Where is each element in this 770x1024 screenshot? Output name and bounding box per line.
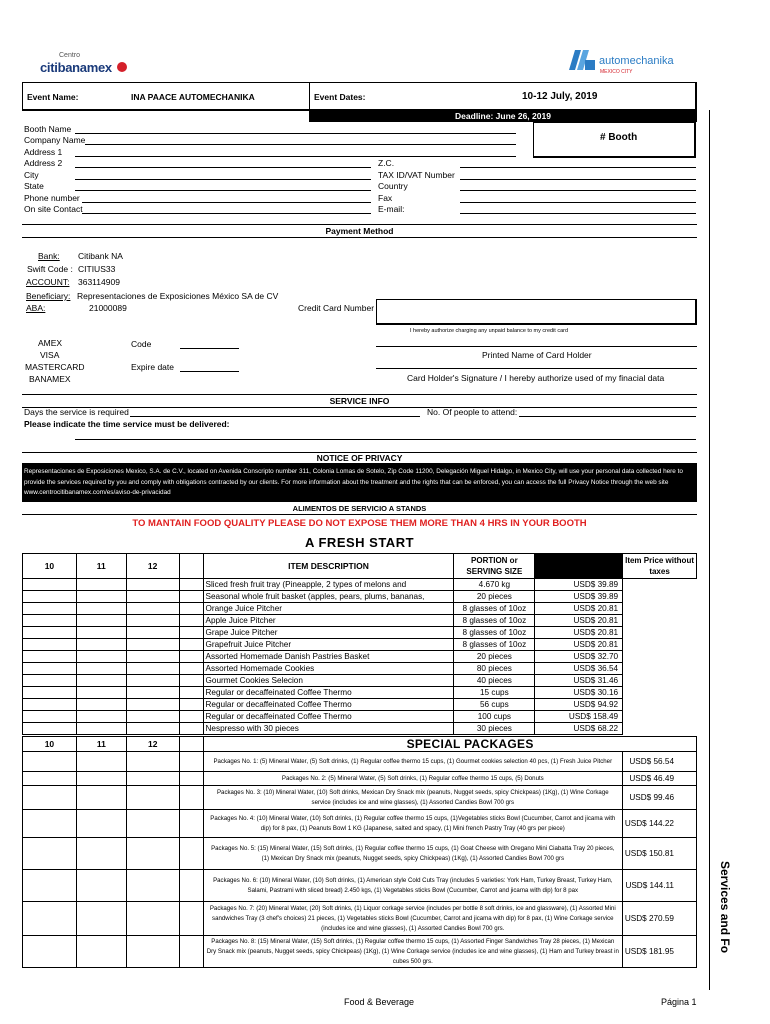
pkg-day-11-qty-cell[interactable]: [76, 870, 126, 902]
day-12-qty-cell[interactable]: [126, 579, 179, 591]
item-description: Seasonal whole fruit basket (apples, pears, plums, bananas,: [203, 591, 454, 603]
day-12-qty-cell[interactable]: [126, 699, 179, 711]
footer-page: Página 1: [661, 997, 697, 1007]
privacy-header: NOTICE OF PRIVACY: [22, 452, 697, 464]
automechanika-a-icon: [569, 50, 595, 70]
day-12-qty-cell[interactable]: [126, 591, 179, 603]
day-10-qty-cell[interactable]: [23, 591, 77, 603]
food-quality-warning: TO MANTAIN FOOD QUALITY PLEASE DO NOT EXPOSE THEM MORE THAN 4 HRS IN YOUR BOOTH: [132, 518, 587, 529]
menu-item-row: [23, 579, 697, 591]
bank-value: Citibank NA: [78, 251, 123, 261]
day-11-qty-cell[interactable]: [76, 639, 126, 651]
pkg-day-10-qty-cell[interactable]: [23, 810, 77, 838]
spacer-cell: [179, 591, 203, 603]
day-12-header: 12: [126, 554, 179, 579]
day-12-qty-cell[interactable]: [126, 615, 179, 627]
people-field[interactable]: [519, 416, 696, 417]
spacer-header: [179, 554, 203, 579]
menu-item-row: [23, 675, 697, 687]
item-description: Regular or decaffeinated Coffee Thermo: [203, 687, 454, 699]
package-row: [23, 786, 697, 810]
pkg-spacer-cell: [179, 936, 203, 968]
automechanika-logo-subtext: MEXICO CITY: [600, 69, 633, 75]
beneficiary-label: Beneficiary:: [26, 291, 71, 301]
item-portion: 56 cups: [454, 699, 535, 711]
pkg-spacer-cell: [179, 786, 203, 810]
swift-value: CITIUS33: [78, 264, 116, 274]
citibanamex-logo: [40, 52, 130, 78]
booth-name-field[interactable]: [75, 133, 516, 134]
pkg-day-10-qty-cell[interactable]: [23, 936, 77, 968]
spacer-cell: [179, 603, 203, 615]
item-price: USD$ 94.92: [535, 699, 623, 711]
item-portion: 80 pieces: [454, 663, 535, 675]
fresh-start-title: A FRESH START: [304, 535, 415, 550]
menu-item-row: [23, 627, 697, 639]
package-row: [23, 810, 697, 838]
printed-name-label: Printed Name of Card Holder: [482, 350, 592, 360]
item-description: Grape Juice Pitcher: [203, 627, 454, 639]
pkg-day-12-qty-cell[interactable]: [126, 870, 179, 902]
days-required-field[interactable]: [130, 416, 420, 417]
item-price: USD$ 31.46: [535, 675, 623, 687]
package-description: Packages No. 7: (20) Mineral Water, (20) Soft drinks, (1) Liquor corkage service (includes per bottle 8 soft drinks, ice and glassware), (1) Assorted Mini sandwiches Tray (3 chef's choices) 21 pieces, (1) Vegetables sticks Bowl (Cucumber, Carrot and jicama with dip) for 8 pax, (1) Wine Corkage service (includes ice and wine glasses), (1) Assorted Candies Bowl 700 grs.: [203, 902, 622, 936]
address2-label: Address 2: [24, 158, 63, 168]
spacer-cell: [179, 651, 203, 663]
item-price: USD$ 39.89: [535, 591, 623, 603]
item-price: USD$ 36.54: [535, 663, 623, 675]
item-portion: 15 cups: [454, 687, 535, 699]
card-amex: AMEX: [38, 338, 63, 348]
pkg-day-10-qty-cell[interactable]: [23, 902, 77, 936]
side-border: [709, 110, 710, 990]
company-name-label: Company Name: [24, 135, 86, 145]
swift-label: Swift Code :: [27, 264, 73, 274]
email-label: E-mail:: [378, 204, 405, 214]
signature-label: Card Holder's Signature / I hereby authorize used of my finacial data: [407, 373, 665, 383]
package-price: USD$ 144.11: [623, 870, 697, 902]
menu-item-row: [23, 651, 697, 663]
pkg-spacer-cell: [179, 870, 203, 902]
package-row: [23, 870, 697, 902]
alimentos-header: ALIMENTOS DE SERVICIO A STANDS: [22, 504, 697, 515]
menu-item-row: [23, 687, 697, 699]
pkg-day-12-qty-cell[interactable]: [126, 902, 179, 936]
portion-header: PORTION or SERVING SIZE: [454, 554, 535, 579]
day-10-header: 10: [23, 554, 77, 579]
item-portion: 30 pieces: [454, 723, 535, 735]
day-11-qty-cell[interactable]: [76, 627, 126, 639]
pkg-day-12-qty-cell[interactable]: [126, 752, 179, 772]
item-description: Gourmet Cookies Selecion: [203, 675, 454, 687]
credit-card-field[interactable]: [376, 299, 697, 325]
item-price: USD$ 32.70: [535, 651, 623, 663]
day-11-qty-cell[interactable]: [76, 579, 126, 591]
package-description: Packages No. 1: (5) Mineral Water, (5) Soft drinks, (1) Regular coffee thermo 15 cups, (1) Gourmet cookies selection 40 pcs, (1) Fresh Juice Pitcher: [203, 752, 622, 772]
item-description: Regular or decaffeinated Coffee Thermo: [203, 711, 454, 723]
aba-label: ABA:: [26, 303, 46, 313]
day-11-qty-cell[interactable]: [76, 723, 126, 735]
package-description: Packages No. 5: (15) Mineral Water, (15) Soft drinks, (1) Regular coffee thermo 15 cups, (1) Goat Cheese with Oregano Mini Ciabatta Tray 20 pieces, (1) Mexican Dry Snack mix (peanuts, Nugget seeds, spicy Chickpeas) (1Kg), (1) Assorted Candies Bowl 700 grs: [203, 838, 622, 870]
day-10-qty-cell[interactable]: [23, 711, 77, 723]
pkg-day-12-qty-cell[interactable]: [126, 772, 179, 786]
day-12-qty-cell[interactable]: [126, 723, 179, 735]
address1-label: Address 1: [24, 147, 63, 157]
state-field[interactable]: [75, 190, 371, 191]
pkg-day-10-qty-cell[interactable]: [23, 786, 77, 810]
day-10-qty-cell[interactable]: [23, 627, 77, 639]
menu-item-row: [23, 639, 697, 651]
card-mastercard: MASTERCARD: [25, 362, 85, 372]
address1-field[interactable]: [75, 156, 516, 157]
country-label: Country: [378, 181, 408, 191]
package-price: USD$ 46.49: [623, 772, 697, 786]
pkg-day-12-qty-cell[interactable]: [126, 786, 179, 810]
day-12-qty-cell[interactable]: [126, 627, 179, 639]
special-packages-title: SPECIAL PACKAGES: [203, 737, 696, 752]
package-row: [23, 936, 697, 968]
citi-logo-flower-icon: [117, 62, 127, 72]
citi-logo-name: citibanamex: [40, 60, 112, 75]
package-price: USD$ 270.59: [623, 902, 697, 936]
city-label: City: [24, 170, 39, 180]
day-11-qty-cell[interactable]: [76, 687, 126, 699]
menu-item-row: [23, 615, 697, 627]
spacer-cell: [179, 639, 203, 651]
email-field[interactable]: [460, 213, 696, 214]
pkg-day-12-header: 12: [126, 737, 179, 752]
day-12-qty-cell[interactable]: [126, 675, 179, 687]
pkg-spacer-cell: [179, 810, 203, 838]
day-11-qty-cell[interactable]: [76, 651, 126, 663]
item-price: USD$ 20.81: [535, 627, 623, 639]
day-11-qty-cell[interactable]: [76, 615, 126, 627]
menu-item-row: [23, 699, 697, 711]
day-12-qty-cell[interactable]: [126, 711, 179, 723]
day-10-qty-cell[interactable]: [23, 663, 77, 675]
automechanika-logo-text: automechanika: [599, 55, 674, 67]
pkg-day-11-qty-cell[interactable]: [76, 936, 126, 968]
booth-number-label: # Booth: [600, 132, 638, 143]
menu-item-row: [23, 723, 697, 735]
item-description: Regular or decaffeinated Coffee Thermo: [203, 699, 454, 711]
black-column: [535, 554, 623, 579]
menu-item-row: [23, 591, 697, 603]
package-row: [23, 838, 697, 870]
pkg-day-12-qty-cell[interactable]: [126, 810, 179, 838]
beneficiary-value: Representaciones de Exposiciones México SA de CV: [77, 291, 279, 301]
day-11-qty-cell[interactable]: [76, 699, 126, 711]
day-12-qty-cell[interactable]: [126, 687, 179, 699]
item-price: USD$ 20.81: [535, 603, 623, 615]
authorize-text: I hereby authorize charging any unpaid balance to my credit card: [410, 328, 569, 334]
event-divider: [309, 82, 310, 111]
pkg-day-11-qty-cell[interactable]: [76, 902, 126, 936]
pkg-spacer-cell: [179, 838, 203, 870]
item-description-header: ITEM DESCRIPTION: [203, 554, 454, 579]
package-row: [23, 752, 697, 772]
day-12-qty-cell[interactable]: [126, 651, 179, 663]
day-12-qty-cell[interactable]: [126, 603, 179, 615]
day-11-qty-cell[interactable]: [76, 591, 126, 603]
package-description: Packages No. 2: (5) Mineral Water, (5) Soft drinks, (1) Regular coffee thermo 15 cups, (5) Donuts: [203, 772, 622, 786]
day-12-qty-cell[interactable]: [126, 639, 179, 651]
signature-field[interactable]: [376, 368, 697, 369]
phone-field[interactable]: [82, 202, 371, 203]
item-price: USD$ 158.49: [535, 711, 623, 723]
package-price: USD$ 150.81: [623, 838, 697, 870]
spacer-cell: [179, 615, 203, 627]
package-price: USD$ 56.54: [623, 752, 697, 772]
day-11-qty-cell[interactable]: [76, 675, 126, 687]
item-portion: 20 pieces: [454, 651, 535, 663]
item-description: Assorted Homemade Cookies: [203, 663, 454, 675]
citi-logo-small-text: Centro: [59, 52, 81, 59]
city-field[interactable]: [75, 179, 371, 180]
fax-field[interactable]: [460, 202, 696, 203]
item-description: Apple Juice Pitcher: [203, 615, 454, 627]
item-portion: 100 cups: [454, 711, 535, 723]
package-description: Packages No. 8: (15) Mineral Water, (15) Soft drinks, (1) Regular coffee thermo 15 cups, (1) Assorted Finger Sandwiches Tray 28 pieces, (1) Mexican Dry Snack mix (peanuts, Nugget seeds, spicy Chickpeas) (1Kg), (1) Wine Corkage service (includes ice and wine glasses), (1) Ham and Turkey breast in cubes 500 grs.: [203, 936, 622, 968]
pkg-day-11-qty-cell[interactable]: [76, 810, 126, 838]
pkg-day-10-header: 10: [23, 737, 77, 752]
pkg-day-12-qty-cell[interactable]: [126, 936, 179, 968]
day-10-qty-cell[interactable]: [23, 687, 77, 699]
package-description: Packages No. 4: (10) Mineral Water, (10) Soft drinks, (1) Regular coffee thermo 15 cups, (1)Vegetables sticks Bowl (Cucumber, Carrot and jicama with dip) for 8 pax, (1) Peanuts Bowl 1 KG (Japanese, salted and spacy, (1) Mini french Pastry Tray (40 grs per piece): [203, 810, 622, 838]
item-description: Nespresso with 30 pieces: [203, 723, 454, 735]
pkg-day-10-qty-cell[interactable]: [23, 752, 77, 772]
event-dates-label: Event Dates:: [314, 92, 366, 102]
pkg-day-10-qty-cell[interactable]: [23, 772, 77, 786]
spacer-cell: [179, 675, 203, 687]
day-10-qty-cell[interactable]: [23, 615, 77, 627]
delivery-time-field[interactable]: [75, 439, 696, 440]
package-price: USD$ 144.22: [623, 810, 697, 838]
service-info-header: SERVICE INFO: [22, 394, 697, 408]
aba-value: 21000089: [89, 303, 127, 313]
account-label: ACCOUNT:: [26, 277, 70, 287]
day-10-qty-cell[interactable]: [23, 699, 77, 711]
pkg-spacer-header: [179, 737, 203, 752]
event-name-label: Event Name:: [27, 92, 79, 102]
day-11-header: 11: [76, 554, 126, 579]
item-price: USD$ 20.81: [535, 639, 623, 651]
day-12-qty-cell[interactable]: [126, 663, 179, 675]
day-10-qty-cell[interactable]: [23, 639, 77, 651]
item-portion: 20 pieces: [454, 591, 535, 603]
package-row: [23, 902, 697, 936]
pkg-day-11-qty-cell[interactable]: [76, 786, 126, 810]
item-price: USD$ 68.22: [535, 723, 623, 735]
address2-field[interactable]: [75, 167, 371, 168]
menu-item-row: [23, 663, 697, 675]
spacer-cell: [179, 663, 203, 675]
expire-label: Expire date: [131, 362, 174, 372]
account-value: 363114909: [78, 277, 120, 287]
event-dates-value: 10-12 July, 2019: [522, 91, 598, 102]
pkg-day-11-header: 11: [76, 737, 126, 752]
spacer-cell: [179, 711, 203, 723]
credit-card-label: Credit Card Number: [298, 303, 375, 313]
package-price: USD$ 99.46: [623, 786, 697, 810]
item-portion: 8 glasses of 10oz: [454, 615, 535, 627]
pkg-day-11-qty-cell[interactable]: [76, 772, 126, 786]
event-name-value: INA PAACE AUTOMECHANIKA: [131, 92, 255, 102]
day-11-qty-cell[interactable]: [76, 603, 126, 615]
item-description: Orange Juice Pitcher: [203, 603, 454, 615]
day-10-qty-cell[interactable]: [23, 651, 77, 663]
item-description: Assorted Homemade Danish Pastries Basket: [203, 651, 454, 663]
people-label: No. Of people to attend:: [427, 407, 518, 417]
day-10-qty-cell[interactable]: [23, 603, 77, 615]
tax-field[interactable]: [460, 179, 696, 180]
day-11-qty-cell[interactable]: [76, 663, 126, 675]
code-field[interactable]: [180, 348, 239, 349]
item-description: Sliced fresh fruit tray (Pineapple, 2 types of melons and: [203, 579, 454, 591]
country-field[interactable]: [460, 190, 696, 191]
expire-field[interactable]: [180, 371, 239, 372]
code-label: Code: [131, 339, 152, 349]
pkg-day-10-qty-cell[interactable]: [23, 870, 77, 902]
package-row: [23, 772, 697, 786]
payment-method-header: Payment Method: [22, 224, 697, 238]
fax-label: Fax: [378, 193, 393, 203]
item-price: USD$ 39.89: [535, 579, 623, 591]
day-11-qty-cell[interactable]: [76, 711, 126, 723]
day-10-qty-cell[interactable]: [23, 675, 77, 687]
company-name-field[interactable]: [85, 144, 516, 145]
onsite-contact-field[interactable]: [82, 213, 371, 214]
phone-label: Phone number: [24, 193, 80, 203]
day-10-qty-cell[interactable]: [23, 579, 77, 591]
pkg-day-11-qty-cell[interactable]: [76, 752, 126, 772]
days-required-label: Days the service is required: [24, 407, 129, 417]
special-packages-table: [22, 736, 697, 968]
item-description: Grapefruit Juice Pitcher: [203, 639, 454, 651]
delivery-time-label: Please indicate the time service must be delivered:: [24, 419, 230, 429]
spacer-cell: [179, 699, 203, 711]
item-portion: 8 glasses of 10oz: [454, 639, 535, 651]
pkg-day-12-qty-cell[interactable]: [126, 838, 179, 870]
spacer-cell: [179, 723, 203, 735]
fresh-start-table: [22, 553, 697, 735]
pkg-spacer-cell: [179, 752, 203, 772]
package-description: Packages No. 6: (10) Mineral Water, (10) Soft drinks, (1) American style Cold Cuts Tray (includes 5 varieties: York Ham, Turkey Breast, Turkey Ham, Salami, Pastrami with sliced bread) 2.450 kgs, (1) Vegetables sticks Bowl (Cucumber, Carrot and jicama with dip) for 8 pax: [203, 870, 622, 902]
spacer-cell: [179, 687, 203, 699]
card-visa: VISA: [40, 350, 60, 360]
pkg-day-10-qty-cell[interactable]: [23, 838, 77, 870]
pkg-spacer-cell: [179, 772, 203, 786]
footer-center: Food & Beverage: [344, 997, 415, 1007]
zc-label: Z.C.: [378, 158, 395, 168]
state-label: State: [24, 181, 44, 191]
item-portion: 40 pieces: [454, 675, 535, 687]
item-price: USD$ 20.81: [535, 615, 623, 627]
bank-label: Bank:: [38, 251, 60, 261]
side-label: Services and Fo: [718, 861, 732, 954]
menu-item-row: [23, 711, 697, 723]
card-banamex: BANAMEX: [29, 374, 71, 384]
item-price: USD$ 30.16: [535, 687, 623, 699]
day-10-qty-cell[interactable]: [23, 723, 77, 735]
pkg-spacer-cell: [179, 902, 203, 936]
onsite-contact-label: On site Contact: [24, 204, 83, 214]
pkg-day-11-qty-cell[interactable]: [76, 838, 126, 870]
item-portion: 8 glasses of 10oz: [454, 627, 535, 639]
package-description: Packages No. 3: (10) Mineral Water, (10) Soft drinks, Mexican Dry Snack mix (peanuts, Nugget seeds, spicy Chickpeas) (1Kg), (1) Wine Corkage service (includes ice and wine glasses), (1) Assorted Candies Bowl 700 grs: [203, 786, 622, 810]
automechanika-logo: [569, 48, 689, 78]
menu-item-row: [23, 603, 697, 615]
spacer-cell: [179, 627, 203, 639]
booth-name-label: Booth Name: [24, 124, 72, 134]
item-portion: 4.670 kg: [454, 579, 535, 591]
spacer-cell: [179, 579, 203, 591]
zc-field[interactable]: [460, 167, 696, 168]
privacy-text: Representaciones de Exposiciones Mexico, S.A. de C.V., located on Avenida Conscripto number 311, Colonia Lomas de Sotelo, Zip Code 11200, Delegación Miguel Hidalgo, in Mexico City, will use your personal data collected here to provide the services required by you and comply with obligations contracted by our clients. For more information about the treatment and the rights that can be enforced, you can access the full Privacy Notice through the web site www.centrocitibanamex.com/es/aviso-de-privacidad: [22, 463, 697, 502]
tax-label: TAX ID/VAT Number: [378, 170, 455, 180]
item-portion: 8 glasses of 10oz: [454, 603, 535, 615]
price-header: Item Price without taxes: [623, 554, 697, 579]
printed-name-field[interactable]: [376, 346, 697, 347]
deadline-bar: Deadline: June 26, 2019: [309, 111, 697, 122]
package-price: USD$ 181.95: [623, 936, 697, 968]
